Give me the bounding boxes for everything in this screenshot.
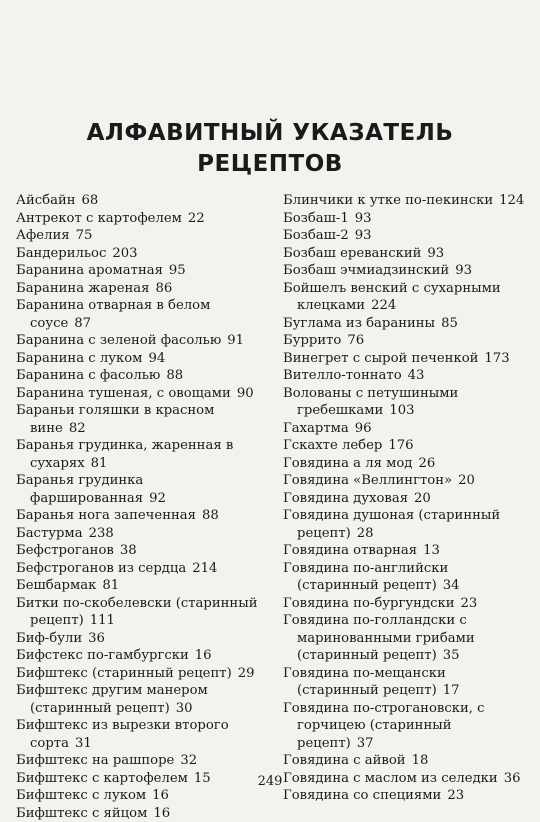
entry-title: Бойшелъ венский с сухарными клецками: [283, 281, 501, 314]
entry-page-number: 214: [192, 561, 217, 576]
index-entry: [283, 542, 528, 560]
index-entry: [283, 752, 528, 770]
entry-title: Волованы с петушиными гребешками: [283, 386, 458, 419]
entry-title: Бастурма: [16, 526, 83, 541]
entry-page-number: 35: [443, 648, 460, 663]
entry-page-number: 93: [355, 211, 372, 226]
entry-title: Битки по-скобелевски (старинный рецепт): [16, 596, 258, 629]
entry-title: Гскахте лебер: [283, 438, 382, 453]
index-entry: [16, 210, 266, 228]
entry-page-number: 28: [357, 526, 374, 541]
index-entry: [283, 332, 528, 350]
entry-page-number: 38: [120, 543, 137, 558]
index-entry: [283, 665, 528, 700]
index-entry: [16, 332, 266, 350]
index-entry: [16, 805, 266, 822]
index-entry: [283, 210, 528, 228]
index-entry: [16, 577, 266, 595]
entry-title: Бефстроганов: [16, 543, 114, 558]
entry-page-number: 36: [504, 771, 521, 786]
entry-title: Афелия: [16, 228, 70, 243]
entry-page-number: 96: [355, 421, 372, 436]
entry-page-number: 81: [91, 456, 108, 471]
entry-title: Буррито: [283, 333, 341, 348]
entry-title: Блинчики к утке по-пекински: [283, 193, 493, 208]
entry-title: Бозбаш ереванский: [283, 246, 421, 261]
entry-title: Говядина «Веллингтон»: [283, 473, 452, 488]
entry-page-number: 22: [188, 211, 205, 226]
entry-page-number: 68: [82, 193, 99, 208]
index-entry: [283, 437, 528, 455]
entry-title: Говядина с айвой: [283, 753, 406, 768]
entry-title: Говядина а ля мод: [283, 456, 412, 471]
index-entry: [16, 682, 266, 717]
entry-page-number: 18: [412, 753, 429, 768]
entry-page-number: 17: [443, 683, 460, 698]
index-entry: [283, 455, 528, 473]
index-entry: [16, 542, 266, 560]
entry-page-number: 87: [74, 316, 91, 331]
entry-title: Бифштекс с луком: [16, 788, 146, 803]
index-entry: [16, 787, 266, 805]
entry-title: Говядина отварная: [283, 543, 417, 558]
index-entry: [283, 315, 528, 333]
entry-title: Бифштекс с яйцом: [16, 806, 147, 821]
entry-page-number: 15: [194, 771, 211, 786]
entry-title: Говядина духовая: [283, 491, 408, 506]
entry-page-number: 81: [102, 578, 119, 593]
index-entry: [16, 437, 266, 472]
entry-title: Баранина жареная: [16, 281, 150, 296]
entry-title: Бозбаш-1: [283, 211, 349, 226]
index-entry: [16, 245, 266, 263]
entry-title: Бешбармак: [16, 578, 96, 593]
entry-title: Баранья грудинка фаршированная: [16, 473, 143, 506]
index-entry: [283, 700, 528, 753]
entry-title: Бефстроганов из сердца: [16, 561, 186, 576]
entry-title: Бифштекс на рашпоре: [16, 753, 174, 768]
index-entry: [283, 262, 528, 280]
index-entry: [283, 472, 528, 490]
index-entry: [283, 245, 528, 263]
entry-title: Бифстекс по-гамбургски: [16, 648, 189, 663]
entry-title: Бифштекс с картофелем: [16, 771, 188, 786]
entry-page-number: 26: [418, 456, 435, 471]
entry-title: Вителло-тоннато: [283, 368, 402, 383]
entry-page-number: 224: [371, 298, 396, 313]
entry-title: Гахартма: [283, 421, 349, 436]
entry-title: Баранья грудинка, жаренная в сухарях: [16, 438, 233, 471]
entry-title: Говядина по-голландски с маринованными грибами (старинный рецепт): [283, 613, 475, 663]
entry-page-number: 30: [176, 701, 193, 716]
entry-title: Говядина по-строгановски, с горчицею (старинный рецепт): [283, 701, 485, 751]
index-entry: [16, 717, 266, 752]
index-entry: [283, 595, 528, 613]
index-entry: [16, 647, 266, 665]
entry-title: Говядина по-мещански (старинный рецепт): [283, 666, 446, 699]
entry-page-number: 76: [347, 333, 364, 348]
entry-page-number: 13: [423, 543, 440, 558]
entry-title: Бифштекс (старинный рецепт): [16, 666, 232, 681]
entry-page-number: 16: [153, 806, 170, 821]
index-entry: [16, 367, 266, 385]
entry-page-number: 20: [414, 491, 431, 506]
index-entry: [283, 560, 528, 595]
page-title: [0, 118, 540, 180]
index-entry: [16, 630, 266, 648]
entry-title: Бандерильос: [16, 246, 106, 261]
index-entry: [16, 665, 266, 683]
entry-page-number: 124: [499, 193, 524, 208]
index-entry: [283, 787, 528, 805]
entry-title: Баранина с луком: [16, 351, 142, 366]
index-entry: [16, 262, 266, 280]
index-entry: [16, 297, 266, 332]
index-entry: [283, 280, 528, 315]
index-entry: [283, 507, 528, 542]
index-entry: [16, 192, 266, 210]
entry-title: Баранина с зеленой фасолью: [16, 333, 221, 348]
entry-page-number: 93: [455, 263, 472, 278]
index-entry: [283, 612, 528, 665]
entry-title: Бифштекс другим манером (старинный рецепт): [16, 683, 208, 716]
index-column-left: [16, 192, 266, 822]
index-entry: [283, 350, 528, 368]
entry-title: Буглама из баранины: [283, 316, 435, 331]
entry-page-number: 93: [427, 246, 444, 261]
entry-page-number: 94: [148, 351, 165, 366]
index-column-right: [283, 192, 528, 805]
entry-title: Бозбаш эчмиадзинский: [283, 263, 449, 278]
entry-page-number: 91: [227, 333, 244, 348]
entry-page-number: 176: [388, 438, 413, 453]
entry-page-number: 34: [443, 578, 460, 593]
index-entry: [16, 227, 266, 245]
entry-title: Айсбайн: [16, 193, 76, 208]
entry-title: Антрекот с картофелем: [16, 211, 182, 226]
entry-page-number: 16: [152, 788, 169, 803]
entry-page-number: 103: [389, 403, 414, 418]
index-entry: [283, 227, 528, 245]
index-entry: [16, 560, 266, 578]
entry-title: Бифштекс из вырезки второго сорта: [16, 718, 229, 751]
index-entry: [16, 507, 266, 525]
entry-page-number: 111: [90, 613, 115, 628]
index-entry: [16, 402, 266, 437]
index-entry: [16, 525, 266, 543]
entry-page-number: 36: [88, 631, 105, 646]
entry-page-number: 88: [166, 368, 183, 383]
index-entry: [16, 385, 266, 403]
entry-title: Говядина с маслом из селедки: [283, 771, 498, 786]
entry-page-number: 23: [461, 596, 478, 611]
entry-page-number: 16: [195, 648, 212, 663]
entry-title: Баранина ароматная: [16, 263, 163, 278]
index-entry: [283, 420, 528, 438]
entry-title: Говядина по-английски (старинный рецепт): [283, 561, 448, 594]
title-line-2: РЕЦЕПТОВ: [0, 149, 540, 180]
entry-title: Баранина отварная в белом соусе: [16, 298, 210, 331]
entry-page-number: 238: [89, 526, 114, 541]
entry-page-number: 85: [441, 316, 458, 331]
title-line-1: АЛФАВИТНЫЙ УКАЗАТЕЛЬ: [0, 118, 540, 149]
entry-title: Бозбаш-2: [283, 228, 349, 243]
index-entry: [16, 472, 266, 507]
entry-page-number: 23: [447, 788, 464, 803]
entry-title: Винегрет с сырой печенкой: [283, 351, 478, 366]
entry-page-number: 93: [355, 228, 372, 243]
page-number: 249: [0, 774, 540, 789]
entry-page-number: 203: [112, 246, 137, 261]
entry-title: Бараньи голяшки в красном вине: [16, 403, 214, 436]
entry-title: Баранья нога запеченная: [16, 508, 196, 523]
entry-title: Биф-були: [16, 631, 82, 646]
entry-title: Говядина по-бургундски: [283, 596, 455, 611]
entry-page-number: 31: [75, 736, 92, 751]
index-entry: [16, 280, 266, 298]
index-entry: [283, 192, 528, 210]
index-entry: [16, 350, 266, 368]
entry-page-number: 29: [238, 666, 255, 681]
index-entry: [16, 752, 266, 770]
entry-page-number: 20: [458, 473, 475, 488]
entry-page-number: 173: [484, 351, 509, 366]
entry-page-number: 32: [180, 753, 197, 768]
entry-page-number: 88: [202, 508, 219, 523]
index-entry: [16, 595, 266, 630]
entry-title: Говядина со специями: [283, 788, 441, 803]
entry-page-number: 43: [408, 368, 425, 383]
entry-title: Говядина душоная (старинный рецепт): [283, 508, 500, 541]
entry-page-number: 82: [69, 421, 86, 436]
entry-page-number: 90: [237, 386, 254, 401]
index-entry: [283, 490, 528, 508]
entry-page-number: 95: [169, 263, 186, 278]
entry-page-number: 75: [76, 228, 93, 243]
entry-page-number: 86: [156, 281, 173, 296]
entry-page-number: 92: [149, 491, 166, 506]
entry-title: Баранина тушеная, с овощами: [16, 386, 231, 401]
entry-page-number: 37: [357, 736, 374, 751]
index-entry: [283, 385, 528, 420]
entry-title: Баранина с фасолью: [16, 368, 160, 383]
index-entry: [283, 367, 528, 385]
